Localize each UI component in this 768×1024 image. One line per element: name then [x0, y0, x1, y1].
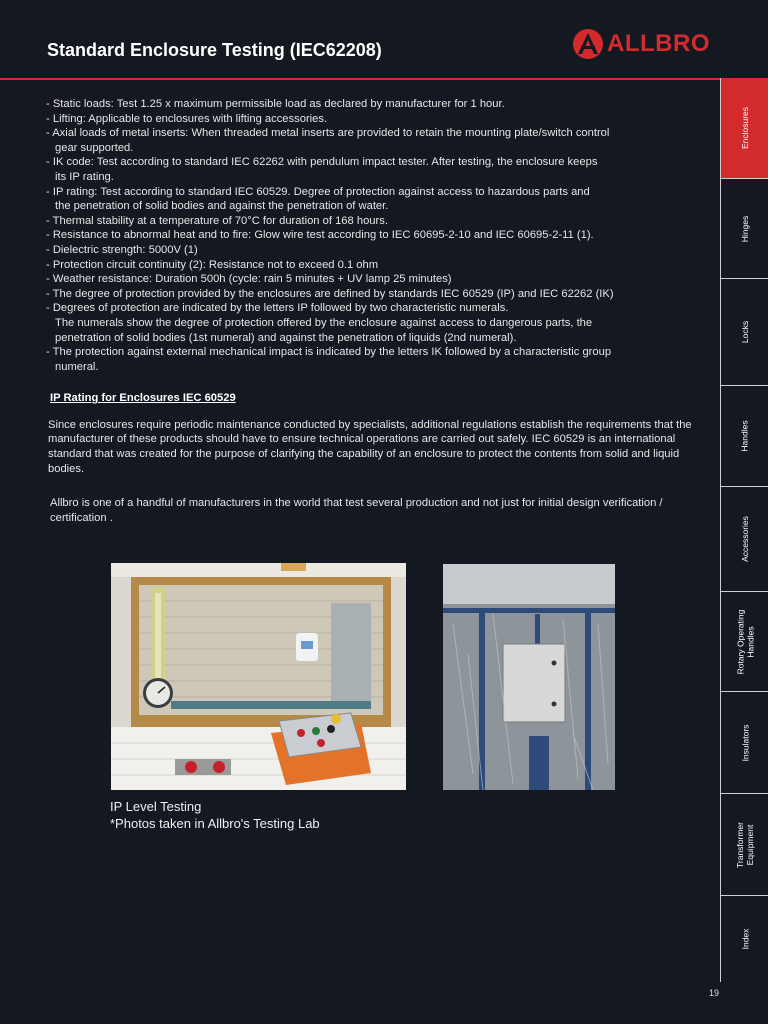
- allbro-logo-icon: [572, 28, 604, 60]
- caption-line-1: IP Level Testing: [110, 799, 202, 814]
- section-title: IP Rating for Enclosures IEC 60529: [50, 392, 236, 405]
- lab-photo-illustration: [111, 563, 406, 790]
- page-number: 19: [709, 988, 720, 998]
- tab-accessories[interactable]: Accessories: [721, 487, 768, 592]
- list-item: - Lifting: Applicable to enclosures with lifting accessories.: [46, 112, 714, 127]
- allbro-paragraph: Allbro is one of a handful of manufacturers in the world that test several production and not just for initial design verification / certification .: [50, 497, 663, 524]
- list-item: - IK code: Test according to standard IEC 62262 with pendulum impact tester. After testing, the enclosure keeps its IP rating.: [46, 155, 714, 184]
- list-item: - Thermal stability at a temperature of 70°C for duration of 168 hours.: [46, 214, 714, 229]
- test-list: [46, 97, 714, 374]
- lab-photo-ip-testing: [111, 563, 406, 790]
- tab-hinges[interactable]: Hinges: [721, 179, 768, 279]
- list-item: - Static loads: Test 1.25 x maximum permissible load as declared by manufacturer for 1 hour.: [46, 97, 714, 112]
- list-item: - The degree of protection provided by the enclosures are defined by standards IEC 60529 (IP) and IEC 62262 (IK): [46, 287, 714, 302]
- page-title: Standard Enclosure Testing (IEC62208): [47, 40, 382, 60]
- list-item: - IP rating: Test according to standard IEC 60529. Degree of protection against access to hazardous parts and the penetration of solid bodies and against the penetration of water.: [46, 185, 714, 214]
- tab-locks[interactable]: Locks: [721, 279, 768, 386]
- spray-photo-illustration: [443, 564, 615, 790]
- tab-index[interactable]: Index: [739, 928, 750, 950]
- list-item: - Weather resistance: Duration 500h (cycle: rain 5 minutes + UV lamp 25 minutes): [46, 272, 714, 287]
- list-item: - Axial loads of metal inserts: When threaded metal inserts are provided to retain the mounting plate/switch control gear supported.: [46, 126, 714, 155]
- tab-transformer-equipment[interactable]: Transformer Equipment: [721, 794, 768, 896]
- tab-insulators[interactable]: Insulators: [721, 692, 768, 794]
- enclosure-spray-photo: [443, 564, 615, 790]
- list-item: - The protection against external mechanical impact is indicated by the letters IK followed by a characteristic group numeral.: [46, 345, 714, 374]
- caption-line-2: *Photos taken in Allbro's Testing Lab: [110, 816, 320, 831]
- list-item: - Protection circuit continuity (2): Resistance not to exceed 0.1 ohm: [46, 258, 714, 273]
- allbro-logo: [572, 28, 710, 60]
- tab-rotary-operating-handles[interactable]: Rotary Operating Handles: [721, 592, 768, 692]
- main-content: [46, 97, 714, 525]
- section-paragraph: Since enclosures require periodic maintenance conducted by specialists, additional regulations establish the requirements that the manufacturer of these products should have to ensure technical operations are carried out safely. IEC 60529 is an international standard that was created for the purpose of clarifying the capability of an enclosure to protect the contents from solid and liquid bodies.: [48, 418, 692, 475]
- list-item: - Resistance to abnormal heat and to fire: Glow wire test according to IEC 60695-2-10 and IEC 60695-2-11 (1).: [46, 228, 714, 243]
- list-item: - Degrees of protection are indicated by the letters IP followed by two characteristic numerals. The numerals show the degree of protection offered by the enclosure against access to dangerous parts, the penetration of solid bodies (1st numeral) and against the penetration of liquids (2nd numeral).: [46, 301, 714, 345]
- logo-text: ALLBRO: [607, 30, 710, 57]
- section-sidebar: [720, 78, 768, 982]
- tab-handles[interactable]: Handles: [721, 386, 768, 487]
- photo-caption: [110, 798, 320, 832]
- list-item: - Dielectric strength: 5000V (1): [46, 243, 714, 258]
- page-header: [0, 0, 768, 80]
- tab-enclosures[interactable]: Enclosures: [721, 78, 768, 179]
